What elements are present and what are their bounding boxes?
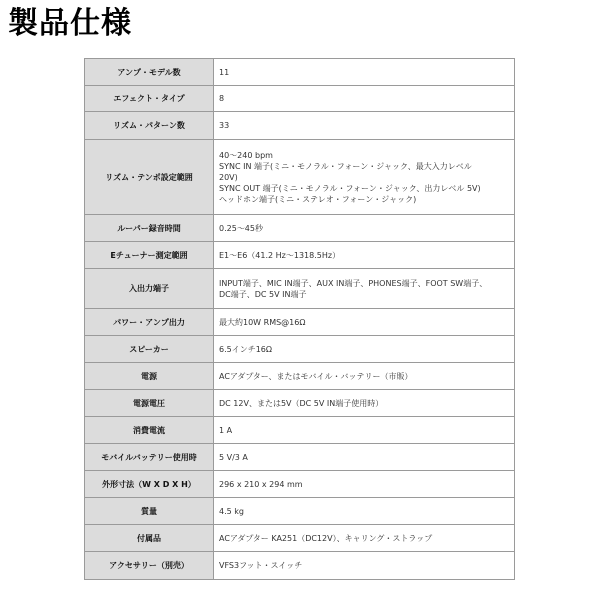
spec-value-line: 5 V/3 A xyxy=(219,452,248,462)
page-title: 製品仕様 xyxy=(8,6,132,41)
spec-row-looper-time xyxy=(85,215,515,242)
spec-value xyxy=(214,444,515,471)
spec-value-line: INPUT端子、MIC IN端子、AUX IN端子、PHONES端子、FOOT SW端子、 xyxy=(219,278,488,288)
spec-value-line: DC端子、DC 5V IN端子 xyxy=(219,289,307,299)
spec-value xyxy=(214,86,515,112)
spec-value-line: 4.5 kg xyxy=(219,506,244,516)
spec-label: 外形寸法（W X D X H） xyxy=(85,471,214,498)
spec-value-line: DC 12V、または5V（DC 5V IN端子使用時） xyxy=(219,398,384,408)
spec-row-power-source xyxy=(85,363,515,390)
spec-value-line: SYNC OUT 端子(ミニ・モノラル・フォーン・ジャック、出力レベル 5V) xyxy=(219,183,481,193)
spec-label: 入出力端子 xyxy=(85,269,214,309)
spec-label: スピーカー xyxy=(85,336,214,363)
spec-value xyxy=(214,336,515,363)
spec-row-weight xyxy=(85,498,515,525)
spec-row-included-items xyxy=(85,525,515,552)
spec-value-line: 8 xyxy=(219,94,225,103)
spec-label: アンプ・モデル数 xyxy=(85,59,214,86)
spec-label: アクセサリー（別売） xyxy=(85,552,214,580)
spec-value-line: E1～E6（41.2 Hz～1318.5Hz） xyxy=(219,250,341,260)
spec-row-current-draw xyxy=(85,417,515,444)
spec-value xyxy=(214,498,515,525)
spec-label: Eチューナー測定範囲 xyxy=(85,242,214,269)
spec-value xyxy=(214,112,515,140)
spec-value-line: 40～240 bpm xyxy=(219,150,273,160)
spec-label: パワー・アンプ出力 xyxy=(85,309,214,336)
spec-value-line: VFS3フット・スイッチ xyxy=(219,561,303,570)
spec-value-line: ACアダプター KA251（DC12V）、キャリング・ストラップ xyxy=(219,533,433,543)
spec-value xyxy=(214,215,515,242)
spec-label: リズム・パターン数 xyxy=(85,112,214,140)
spec-value xyxy=(214,417,515,444)
spec-value xyxy=(214,309,515,336)
spec-row-io-jacks xyxy=(85,269,515,309)
spec-value xyxy=(214,552,515,580)
spec-row-power-amp-output xyxy=(85,309,515,336)
spec-row-accessories xyxy=(85,552,515,580)
spec-label: 電源 xyxy=(85,363,214,390)
spec-value-line: 33 xyxy=(219,121,230,130)
spec-value-line: 最大約10W RMS@16Ω xyxy=(219,317,306,327)
spec-label: モバイルバッテリー使用時 xyxy=(85,444,214,471)
spec-table xyxy=(84,58,515,580)
spec-value xyxy=(214,59,515,86)
spec-value-line: 296 x 210 x 294 mm xyxy=(219,479,303,489)
spec-row-rhythm-tempo-range xyxy=(85,140,515,215)
spec-label: 電源電圧 xyxy=(85,390,214,417)
spec-row-effect-types xyxy=(85,86,515,112)
spec-value-line: SYNC IN 端子(ミニ・モノラル・フォーン・ジャック、最大入力レベル xyxy=(219,161,472,171)
spec-label: 付属品 xyxy=(85,525,214,552)
spec-value xyxy=(214,471,515,498)
spec-value-line: 1 A xyxy=(219,425,233,435)
spec-value-line: 0.25～45秒 xyxy=(219,223,263,233)
spec-value xyxy=(214,140,515,215)
spec-value xyxy=(214,242,515,269)
spec-label: エフェクト・タイプ xyxy=(85,86,214,112)
spec-value-line: 11 xyxy=(219,67,230,77)
spec-row-amp-models xyxy=(85,59,515,86)
spec-row-power-voltage xyxy=(85,390,515,417)
spec-value xyxy=(214,269,515,309)
spec-value-line: 20V) xyxy=(219,172,238,182)
spec-value xyxy=(214,363,515,390)
spec-value xyxy=(214,525,515,552)
spec-row-speaker xyxy=(85,336,515,363)
spec-label: リズム・テンポ設定範囲 xyxy=(85,140,214,215)
spec-value-line: ヘッドホン端子(ミニ・ステレオ・フォーン・ジャック) xyxy=(219,194,417,204)
spec-row-mobile-battery xyxy=(85,444,515,471)
spec-row-tuner-range xyxy=(85,242,515,269)
spec-row-dimensions xyxy=(85,471,515,498)
spec-value-line: ACアダプター、またはモバイル・バッテリー（市販） xyxy=(219,371,413,381)
spec-label: 消費電流 xyxy=(85,417,214,444)
spec-value-line: 6.5インチ16Ω xyxy=(219,344,273,354)
spec-label: ルーパー録音時間 xyxy=(85,215,214,242)
spec-value xyxy=(214,390,515,417)
spec-label: 質量 xyxy=(85,498,214,525)
spec-row-rhythm-patterns xyxy=(85,112,515,140)
